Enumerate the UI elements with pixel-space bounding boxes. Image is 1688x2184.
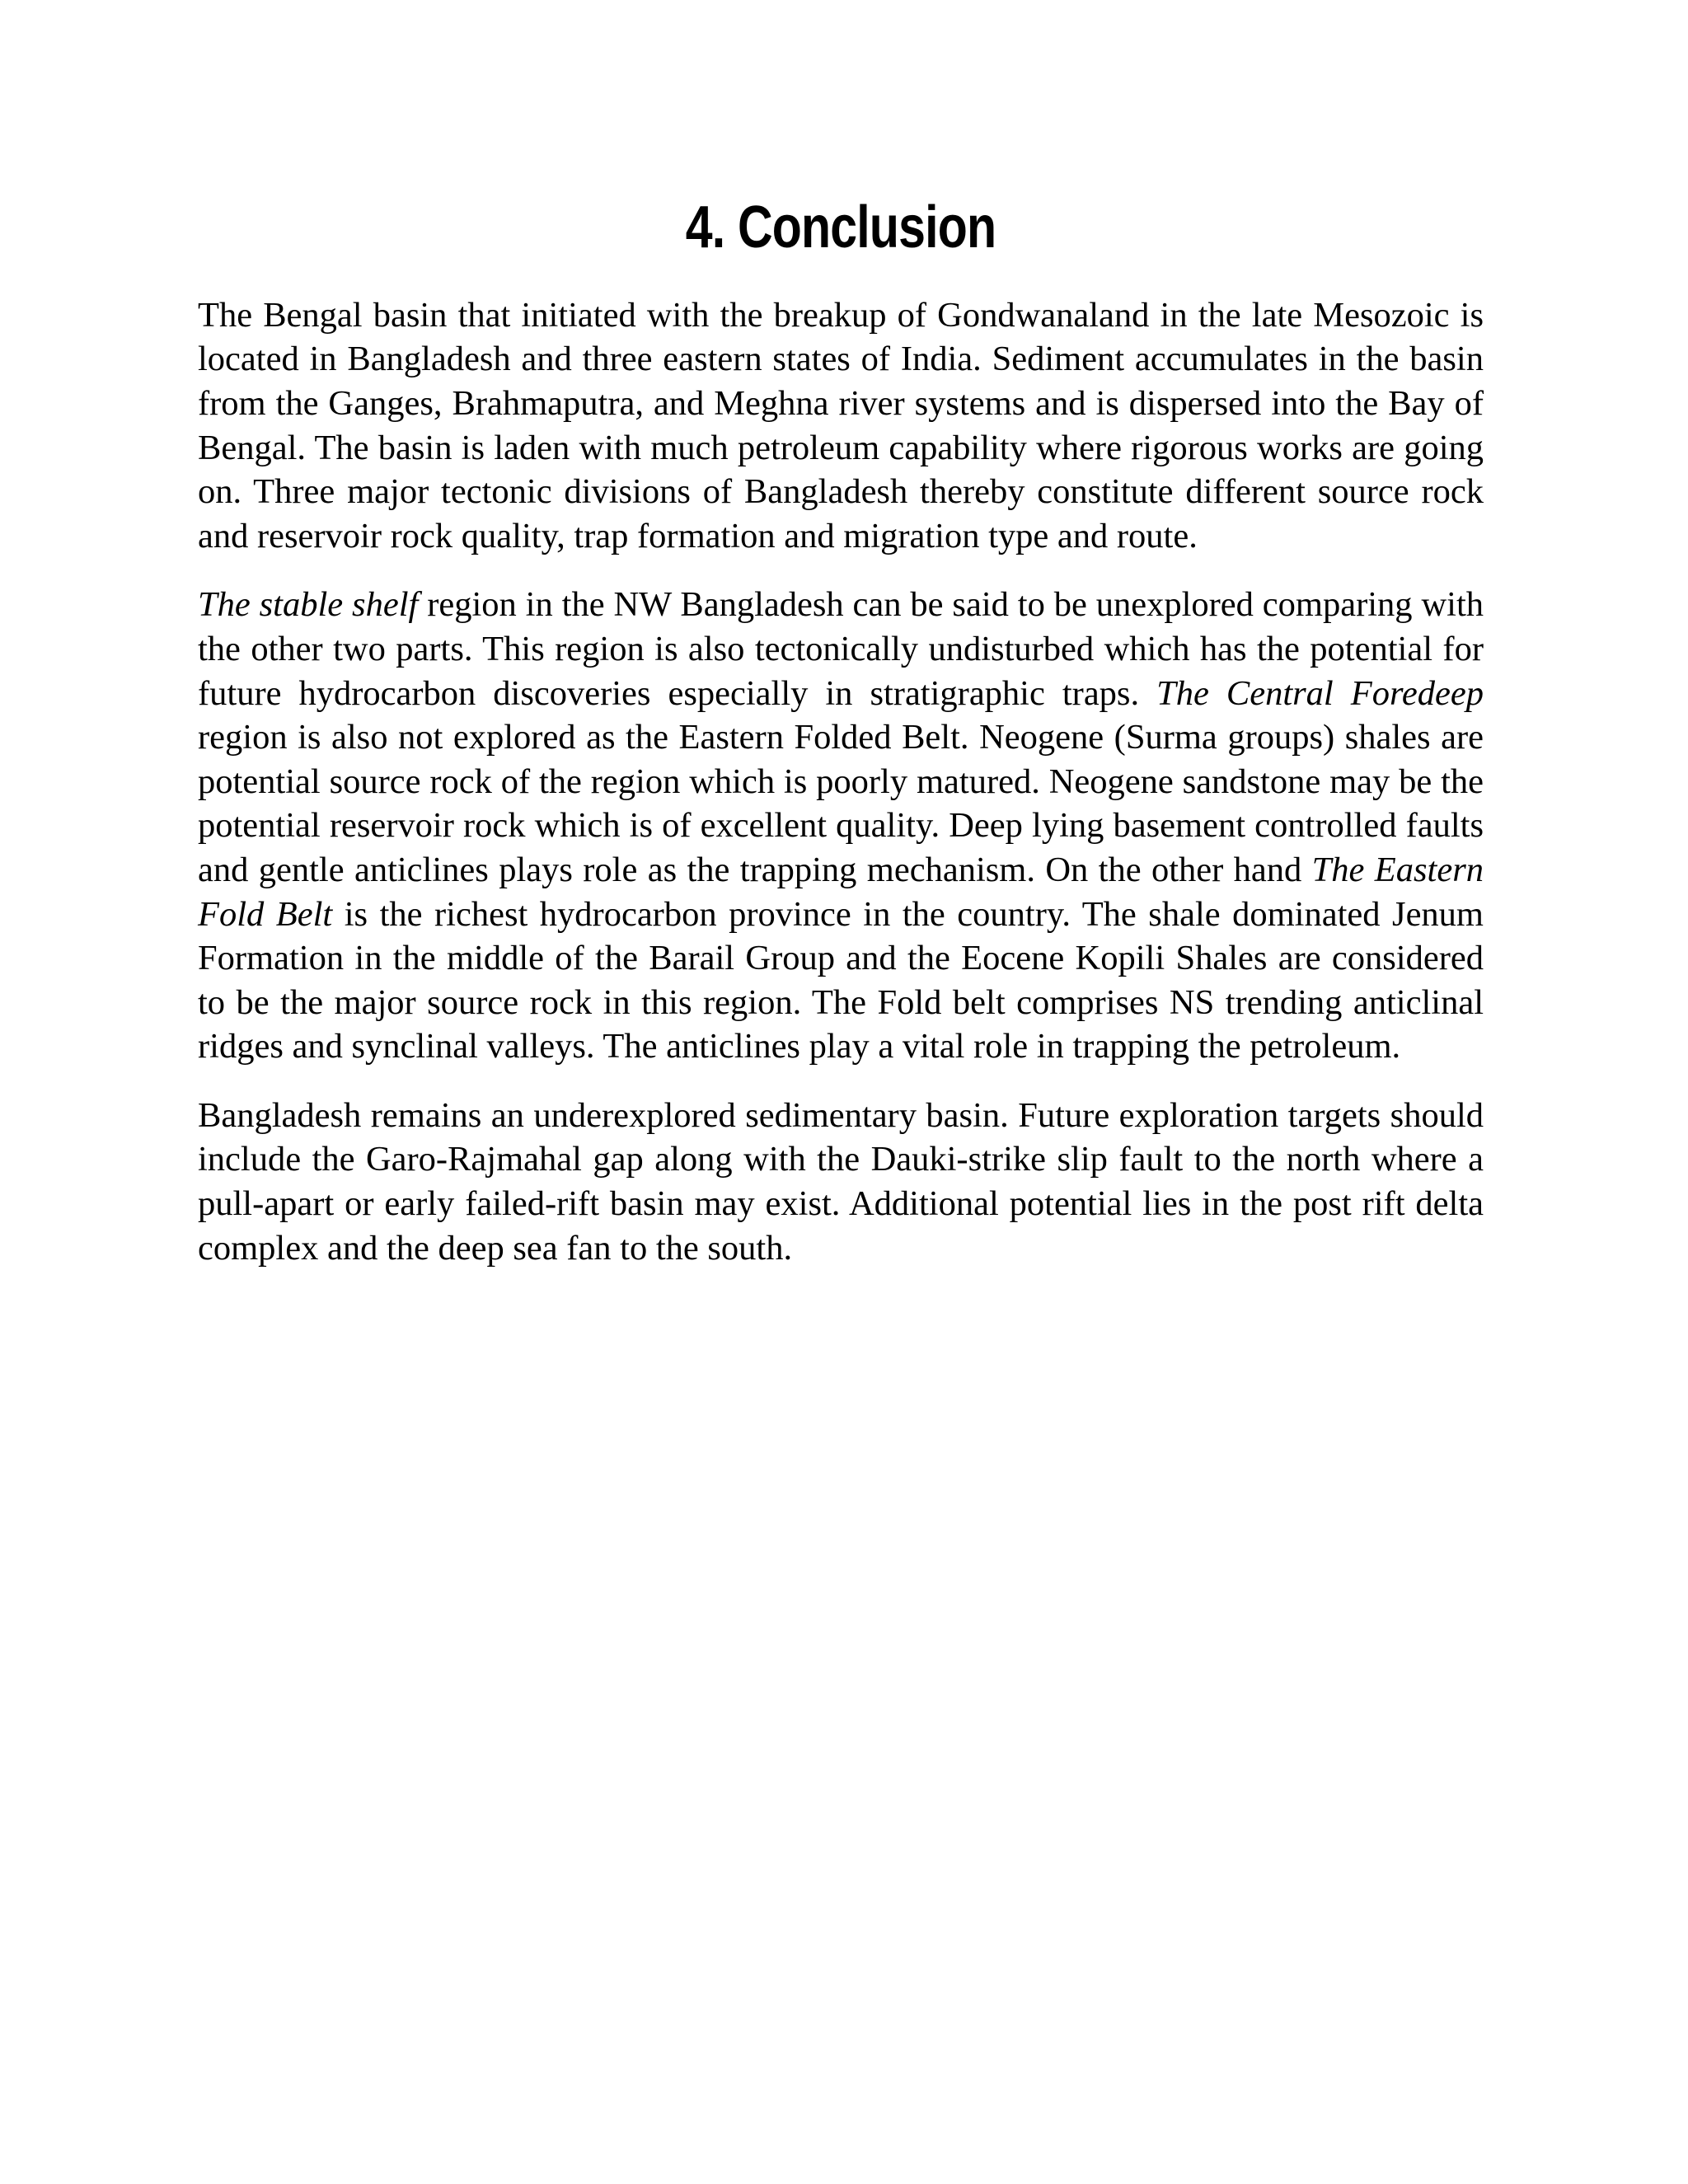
paragraph-tectonic-regions: [198, 583, 1484, 1069]
paragraph-intro: The Bengal basin that initiated with the breakup of Gondwanaland in the late Mesozoic is located in Bangladesh and three eastern states of India. Sediment accumulates in the basin from the Ganges, Brahmaputra, and Meghna river systems and is dispersed into the Bay of Bengal. The basin is laden with much petroleum capability where rigorous works are going on. Three major tectonic divisions of Bangladesh thereby constitute different source rock and reservoir rock quality, trap formation and migration type and route.: [198, 295, 1484, 555]
section-title: 4. Conclusion: [685, 194, 996, 260]
term-central-foredeep: The Central Foredeep: [1156, 673, 1484, 713]
text-segment: region is also not explored as the Eastern Folded Belt. Neogene (Surma groups) shales are potential source rock of the region which is poorly matured. Neogene sandstone may be the potential reservoir rock which is of excellent quality. Deep lying basement controlled faults and gentle anticlines plays role as the trapping mechanism. On the other hand: [198, 718, 1484, 889]
term-stable-shelf: The stable shelf: [198, 585, 419, 625]
term-eastern-fold-belt: The Eastern Fold Belt: [198, 850, 1484, 934]
document-page: [198, 194, 1484, 1295]
text-segment: region in the NW Bangladesh can be said to be unexplored comparing with the other two parts. This region is also tectonically undisturbed which has the potential for future hydrocarbon discoveries especially in stratigraphic traps.: [198, 585, 1484, 713]
paragraph-future-exploration: Bangladesh remains an underexplored sedimentary basin. Future exploration targets should include the Garo-Rajmahal gap along with the Dauki-strike slip fault to the north where a pull-apart or early failed-rift basin may exist. Additional potential lies in the post rift delta complex and the deep sea fan to the south.: [198, 1095, 1484, 1268]
text-segment: is the richest hydrocarbon province in the country. The shale dominated Jenum Formation in the middle of the Barail Group and the Eocene Kopili Shales are considered to be the major source rock in this region. The Fold belt comprises NS trending anticlinal ridges and synclinal valleys. The anticlines play a vital role in trapping the petroleum.: [198, 894, 1484, 1066]
